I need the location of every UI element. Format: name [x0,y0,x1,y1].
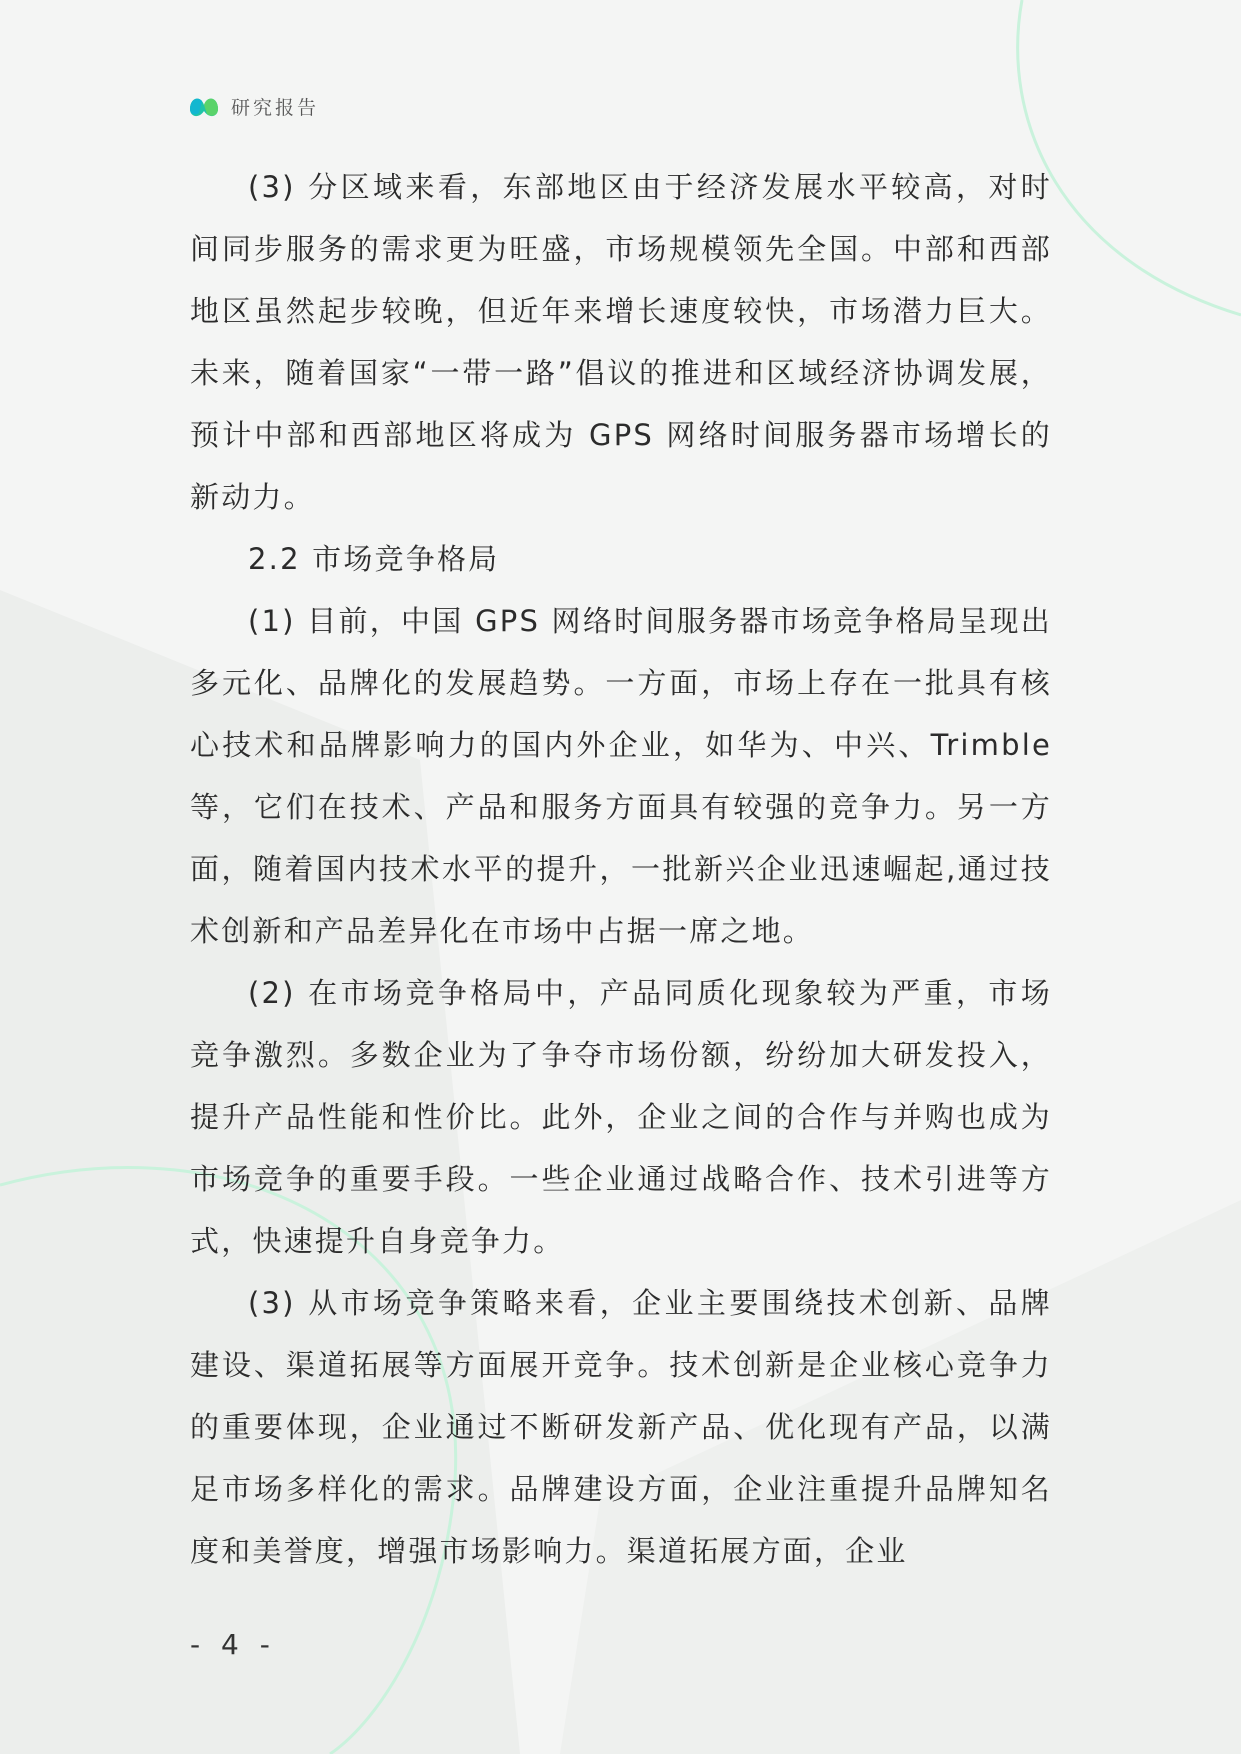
paragraph-competition-3: (3) 从市场竞争策略来看，企业主要围绕技术创新、品牌建设、渠道拓展等方面展开竞争。技术创新是企业核心竞争力的重要体现，企业通过不断研发新产品、优化现有产品，以满足市场多样化的需求。品牌建设方面，企业注重提升品牌知名度和美誉度，增强市场影响力。渠道拓展方面，企业 [190,1286,1052,1568]
section-heading: 2.2 市场竞争格局 [248,542,500,576]
document-body [190,156,1052,1582]
paragraph-regional: (3) 分区域来看，东部地区由于经济发展水平较高，对时间同步服务的需求更为旺盛，市场规模领先全国。中部和西部地区虽然起步较晚，但近年来增长速度较快，市场潜力巨大。未来，随着国家“一带一路”倡议的推进和区域经济协调发展，预计中部和西部地区将成为 GPS 网络时间服务器市场增长的新动力。 [190,170,1052,514]
paragraph-competition-2: (2) 在市场竞争格局中，产品同质化现象较为严重，市场竞争激烈。多数企业为了争夺市场份额，纷纷加大研发投入，提升产品性能和性价比。此外，企业之间的合作与并购也成为市场竞争的重要手段。一些企业通过战略合作、技术引进等方式，快速提升自身竞争力。 [190,976,1052,1258]
brand-logo-icon [187,89,221,123]
paragraph-competition-1: (1) 目前，中国 GPS 网络时间服务器市场竞争格局呈现出多元化、品牌化的发展趋势。一方面，市场上存在一批具有核心技术和品牌影响力的国内外企业，如华为、中兴、Trimble 等，它们在技术、产品和服务方面具有较强的竞争力。另一方面，随着国内技术水平的提升，一批新兴企业迅速崛起,通过技术创新和产品差异化在市场中占据一席之地。 [190,604,1052,948]
page-number: - 4 - [190,1628,276,1661]
header-title: 研究报告 [231,96,320,119]
report-header [187,88,319,124]
